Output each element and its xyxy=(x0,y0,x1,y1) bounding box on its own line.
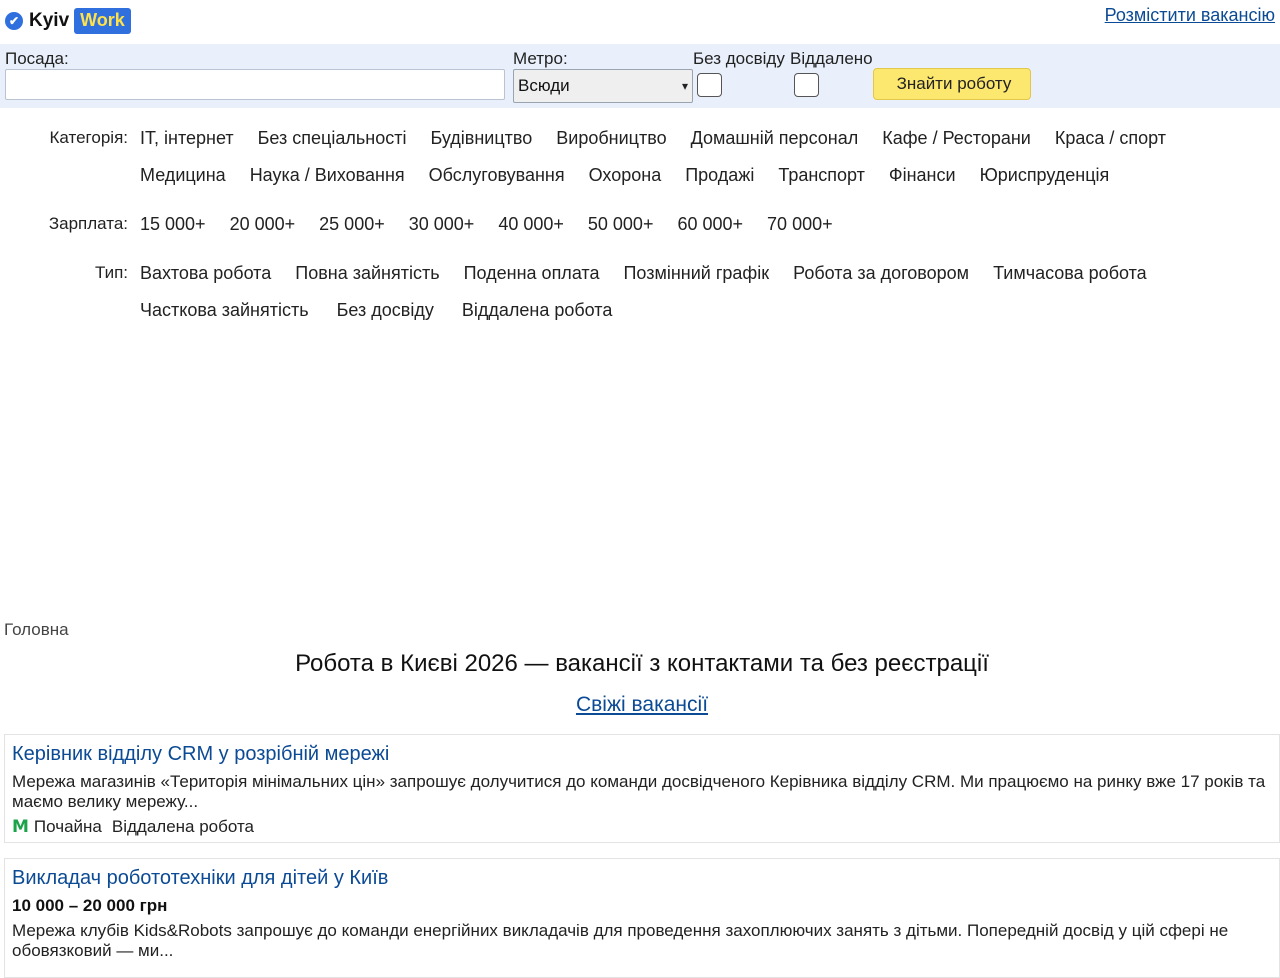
category-link[interactable]: Фінанси xyxy=(888,165,956,185)
type-link[interactable]: Позмінний графік xyxy=(623,263,770,283)
fresh-vacancies-link[interactable]: Свіжі вакансії xyxy=(575,693,709,716)
category-link[interactable]: Без спеціальності xyxy=(257,128,407,148)
salary-link[interactable]: 30 000+ xyxy=(408,214,475,234)
category-link[interactable]: Транспорт xyxy=(778,165,865,185)
remote-checkbox[interactable] xyxy=(794,73,819,97)
site-logo[interactable] xyxy=(5,7,131,34)
category-link[interactable]: Кафе / Ресторани xyxy=(882,128,1031,148)
type-link-remote[interactable] xyxy=(458,300,613,321)
type-link-label: Віддалена робота xyxy=(461,300,613,320)
post-vacancy-link[interactable] xyxy=(1100,5,1275,26)
salary-label: Зарплата: xyxy=(48,214,128,233)
salary-link[interactable]: 15 000+ xyxy=(140,214,206,234)
category-link[interactable]: Юриспруденція xyxy=(979,165,1110,185)
type-link-no-experience[interactable] xyxy=(333,300,434,321)
chevron-down-icon: ▾ xyxy=(681,79,688,93)
type-row-1 xyxy=(140,263,1171,284)
position-label: Посада: xyxy=(5,49,69,68)
type-link[interactable]: Часткова зайнятість xyxy=(140,300,309,320)
job-metro-station: Почайна xyxy=(33,817,102,836)
no-experience-label: Без досвіду xyxy=(693,49,785,68)
salary-row xyxy=(140,214,857,235)
metro-select[interactable] xyxy=(513,69,693,103)
job-title-link[interactable]: Керівник відділу CRM у розрібній мережі xyxy=(12,743,390,765)
job-description: Мережа клубів Kids&Robots запрошує до команди енергійних викладачів для проведення захоплюючих занять з дітьми. Попередній досвід у цій сфері не обовязковий — ми... xyxy=(12,921,1229,960)
position-input[interactable] xyxy=(5,69,505,100)
job-description: Мережа магазинів «Територія мінімальних цін» запрошує долучитися до команди досвідченого Керівника відділу CRM. Ми працюємо на ринку вже 17 років та маємо велику мережу... xyxy=(12,772,1266,811)
metro-label: Метро: xyxy=(513,49,568,68)
job-meta xyxy=(12,817,1272,837)
metro-icon: M xyxy=(12,817,29,837)
salary-link[interactable]: 70 000+ xyxy=(767,214,833,234)
type-link[interactable]: Вахтова робота xyxy=(140,263,272,283)
find-job-button[interactable] xyxy=(873,68,1031,100)
category-link[interactable]: IT, інтернет xyxy=(140,128,234,148)
type-label: Тип: xyxy=(94,263,128,282)
search-bar xyxy=(0,44,1280,108)
salary-link[interactable]: 50 000+ xyxy=(587,214,654,234)
type-link[interactable]: Тимчасова робота xyxy=(993,263,1147,283)
job-remote-tag: Віддалена робота xyxy=(111,817,255,836)
salary-link[interactable]: 60 000+ xyxy=(677,214,744,234)
category-link[interactable]: Будівництво xyxy=(430,128,533,148)
job-card[interactable] xyxy=(4,734,1280,843)
category-link[interactable]: Домашній персонал xyxy=(690,128,859,148)
type-link[interactable]: Робота за договором xyxy=(793,263,970,283)
checkmark-icon: ✔ xyxy=(5,12,23,30)
category-label: Категорія: xyxy=(49,128,128,147)
breadcrumb[interactable]: Головна xyxy=(4,620,69,639)
category-row-2 xyxy=(140,165,1133,186)
page-title: Робота в Києві 2026 — вакансії з контактами та без реєстрації xyxy=(295,650,989,677)
job-card[interactable] xyxy=(4,858,1280,978)
salary-link[interactable]: 20 000+ xyxy=(229,214,296,234)
category-link[interactable]: Наука / Виховання xyxy=(249,165,405,185)
fresh-vacancies-link-wrap xyxy=(0,693,1280,717)
category-link[interactable]: Охорона xyxy=(588,165,662,185)
no-experience-checkbox[interactable] xyxy=(697,73,722,97)
salary-link[interactable]: 25 000+ xyxy=(319,214,385,234)
category-row-1 xyxy=(140,128,1190,149)
logo-badge: Work xyxy=(74,8,131,34)
job-salary: 10 000 – 20 000 грн xyxy=(12,896,168,915)
find-job-button-label: Знайти роботу xyxy=(896,74,1012,93)
remote-label: Віддалено xyxy=(790,49,873,68)
type-link[interactable]: Поденна оплата xyxy=(463,263,600,283)
logo-city-text: Kyiv xyxy=(29,9,70,31)
post-vacancy-link-text[interactable]: Розмістити вакансію xyxy=(1104,5,1275,25)
category-link[interactable]: Медицина xyxy=(140,165,226,185)
type-row-2 xyxy=(140,300,636,321)
job-title-link[interactable]: Викладач робототехніки для дітей у Київ xyxy=(12,867,389,889)
header xyxy=(0,0,1280,44)
type-link-label: Без досвіду xyxy=(336,300,434,320)
category-link[interactable]: Виробництво xyxy=(556,128,667,148)
category-link[interactable]: Обслуговування xyxy=(428,165,565,185)
metro-select-value: Всюди xyxy=(518,76,570,95)
type-link[interactable]: Повна зайнятість xyxy=(295,263,440,283)
category-link[interactable]: Продажі xyxy=(685,165,755,185)
category-link[interactable]: Краса / спорт xyxy=(1054,128,1167,148)
salary-link[interactable]: 40 000+ xyxy=(498,214,564,234)
